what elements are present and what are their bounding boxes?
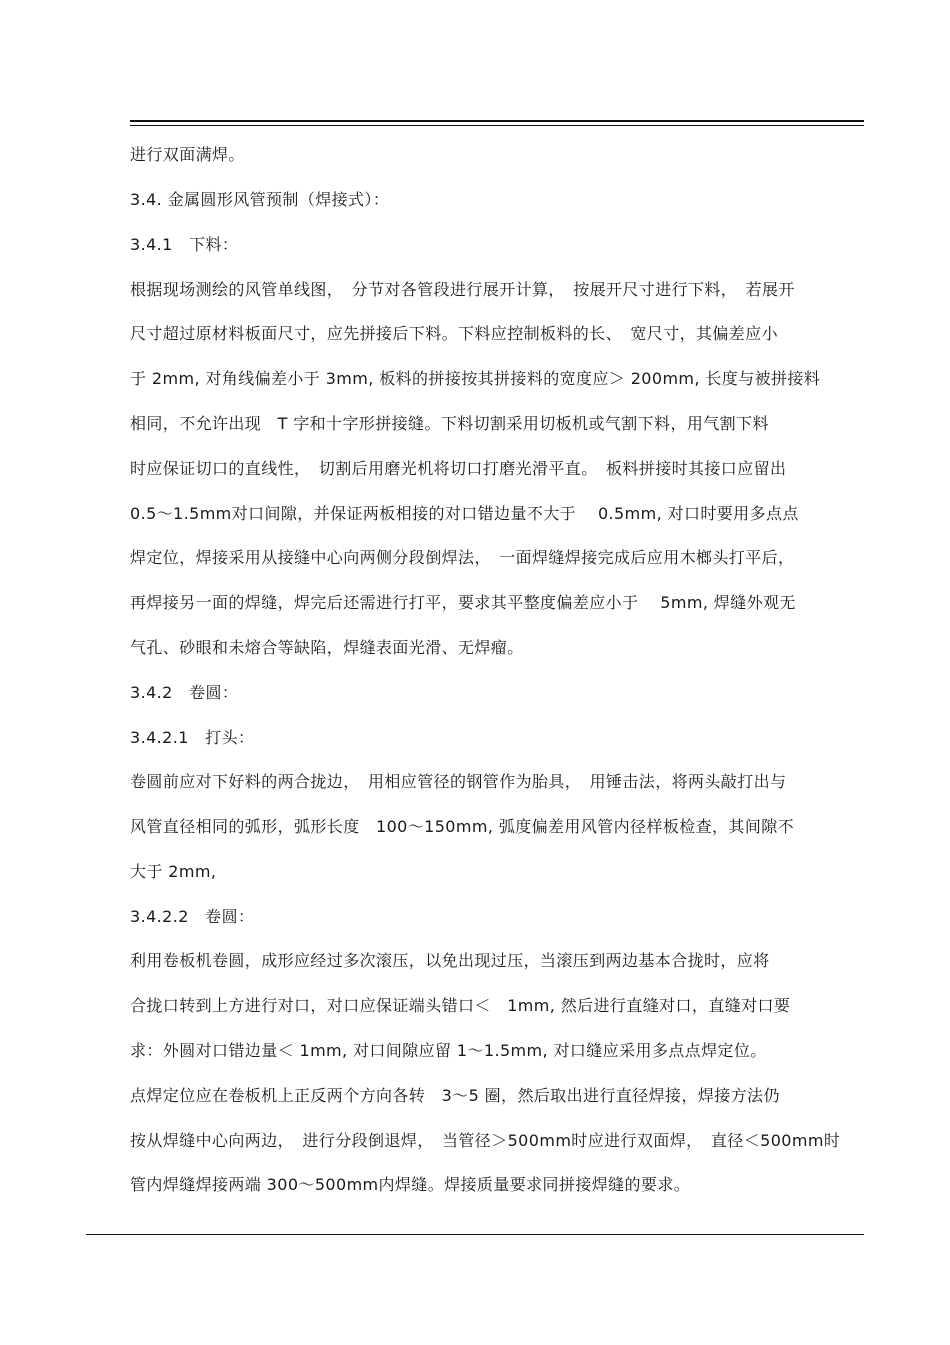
subsection-heading: 3.4.2.1 打头： xyxy=(130,728,255,747)
paragraph-line: 合拢口转到上方进行对口，对口应保证端头错口＜ 1mm, 然后进行直缝对口，直缝对口要 xyxy=(130,996,791,1015)
paragraph-line: 焊定位，焊接采用从接缝中心向两侧分段倒焊法， 一面焊缝焊接完成后应用木榔头打平后， xyxy=(130,548,795,567)
paragraph-line: 尺寸超过原材料板面尺寸，应先拼接后下料。下料应控制板料的长、 宽尺寸，其偏差应小 xyxy=(130,324,779,343)
paragraph-line: 于 2mm, 对角线偏差小于 3mm, 板料的拼接按其拼接料的宽度应＞ 200mm, 长度与被拼接料 xyxy=(130,369,821,388)
paragraph-line: 按从焊缝中心向两边， 进行分段倒退焊， 当管径＞500mm时应进行双面焊， 直径＜500mm时 xyxy=(130,1131,841,1150)
header-rule-thick xyxy=(130,120,864,122)
paragraph-line: 时应保证切口的直线性， 切割后用磨光机将切口打磨光滑平直。 板料拼接时其接口应留出 xyxy=(130,459,787,478)
paragraph-line: 利用卷板机卷圆，成形应经过多次滚压，以免出现过压，当滚压到两边基本合拢时，应将 xyxy=(130,951,770,970)
paragraph-line: 求：外圆对口错边量＜ 1mm, 对口间隙应留 1～1.5mm, 对口缝应采用多点点焊定位。 xyxy=(130,1041,767,1060)
paragraph-line: 0.5～1.5mm对口间隙，并保证两板相接的对口错边量不大于 0.5mm, 对口时要用多点点 xyxy=(130,504,799,523)
paragraph-line: 大于 2mm, xyxy=(130,862,217,881)
subsection-heading: 3.4.2.2 卷圆： xyxy=(130,907,255,926)
paragraph-line: 卷圆前应对下好料的两合拢边， 用相应管径的钢管作为胎具， 用锤击法，将两头敲打出与 xyxy=(130,772,787,791)
subsection-heading: 3.4.2 卷圆： xyxy=(130,683,239,702)
paragraph-line: 相同，不允许出现 T 字和十字形拼接缝。下料切割采用切板机或气割下料，用气割下料 xyxy=(130,414,769,433)
footer-rule xyxy=(86,1234,864,1235)
subsection-heading: 3.4.1 下料： xyxy=(130,235,239,254)
section-heading: 3.4. 金属圆形风管预制（焊接式）： xyxy=(130,190,390,209)
paragraph-line: 再焊接另一面的焊缝，焊完后还需进行打平，要求其平整度偏差应小于 5mm, 焊缝外观无 xyxy=(130,593,796,612)
header-rule-thin xyxy=(130,125,864,126)
paragraph-line: 根据现场测绘的风管单线图， 分节对各管段进行展开计算， 按展开尺寸进行下料， 若展开 xyxy=(130,280,795,299)
paragraph-line: 进行双面满焊。 xyxy=(130,145,245,164)
paragraph-line: 管内焊缝焊接两端 300～500mm内焊缝。焊接质量要求同拼接焊缝的要求。 xyxy=(130,1175,691,1194)
paragraph-line: 风管直径相同的弧形，弧形长度 100～150mm, 弧度偏差用风管内径样板检查，其间隙不 xyxy=(130,817,795,836)
paragraph-line: 点焊定位应在卷板机上正反两个方向各转 3～5 圈，然后取出进行直径焊接，焊接方法仍 xyxy=(130,1086,780,1105)
paragraph-line: 气孔、砂眼和未熔合等缺陷，焊缝表面光滑、无焊瘤。 xyxy=(130,638,524,657)
